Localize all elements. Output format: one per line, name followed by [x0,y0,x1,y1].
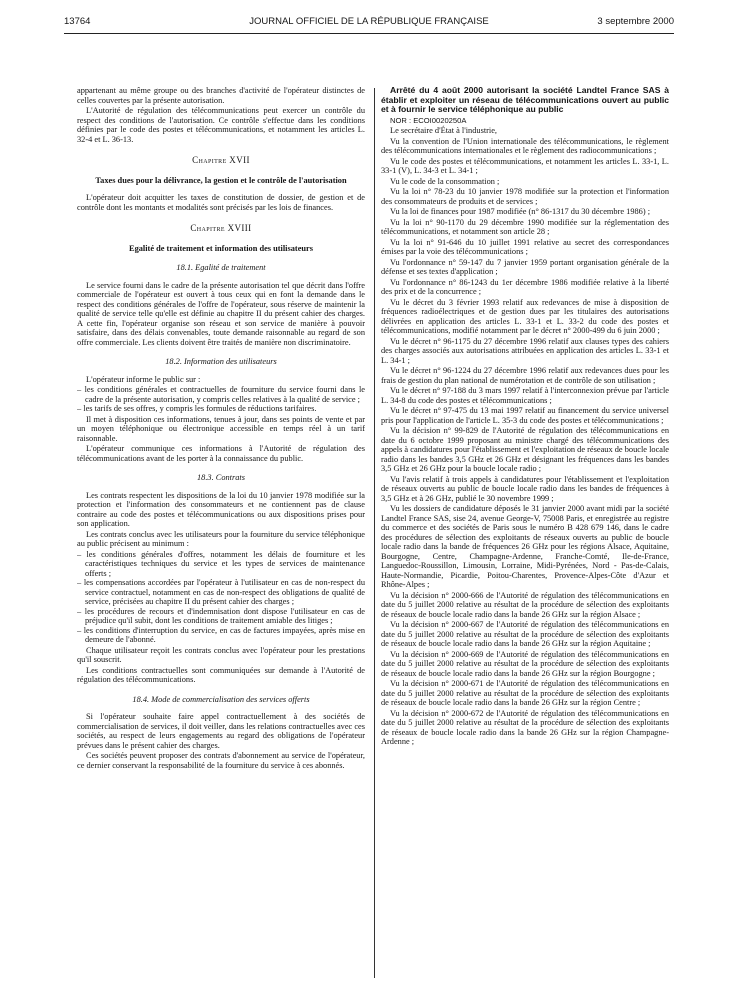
paragraph: Vu l'ordonnance n° 86-1243 du 1er décembre 1986 modifiée relative à la liberté des prix et de la concurrence ; [381,277,669,297]
paragraph: L'opérateur doit acquitter les taxes de constitution de dossier, de gestion et de contrôle dont les montants et modalités sont précisés par les lois de finances. [77,193,365,212]
journal-title: JOURNAL OFFICIEL DE LA RÉPUBLIQUE FRANÇAISE [249,16,489,27]
paragraph: Vu l'ordonnance n° 59-147 du 7 janvier 1959 portant organisation générale de la défense et ses textes d'application ; [381,257,669,277]
header-rule [64,33,674,34]
section-heading: 18.3. Contrats [197,473,245,482]
paragraph: Si l'opérateur souhaite faire appel contractuellement à des sociétés de commercialisation de services, il doit veiller, dans les relations contractuelles avec ces sociétés, au respect de leurs engagements au regard des obligations de l'opérateur prévues dans le présent cahier des charges. [77,712,365,750]
paragraph: L'Autorité de régulation des télécommunications peut exercer un contrôle du respect des conditions de l'autorisation. Ce contrôle s'effectue dans les conditions définies par le code des postes et télécommunications, et notamment les articles L. 32-4 et L. 36-13. [77,106,365,144]
paragraph: Vu le code de la consommation ; [390,176,500,186]
paragraph: L'opérateur informe le public sur : [86,374,201,384]
decree-body [381,126,669,747]
paragraph: Le secrétaire d'État à l'industrie, [390,126,498,136]
paragraph: Vu les dossiers de candidature déposés le 31 janvier 2000 avant midi par la société Landtel France SAS, sise 24, avenue George-V, 75008 Paris, et enregistrée au registre du commerce et des sociétés de Paris sous le numéro B 428 679 146, dans le cadre des procédures de sélection des exploitants de réseaux ouverts au public de boucle locale radio dans la bande de fréquences 26 GHz pour les régions Alsace, Aquitaine, Bourgogne, Centre, Champagne-Ardenne, Franche-Comté, Ile-de-France, Languedoc-Roussillon, Limousin, Lorraine, Midi-Pyrénées, Nord - Pas-de-Calais, Haute-Normandie, Picardie, Poitou-Charentes, Provence-Alpes-Côte d'Azur et Rhône-Alpes ; [381,504,669,590]
paragraph: Vu l'avis relatif à trois appels à candidatures pour l'établissement et l'exploitation de réseaux ouverts au public de boucle locale radio dans les bandes de fréquences à 3,5 GHz et à 26 GHz, publié le 30 novembre 1999 ; [381,474,669,503]
section-heading: 18.1. Egalité de traitement [176,263,266,272]
paragraph: Les contrats conclus avec les utilisateurs pour la fourniture du service téléphonique au public précisent au minimum : [77,529,365,548]
paragraph: Vu la loi n° 90-1170 du 29 décembre 1990 modifiée sur la réglementation des télécommunications, et notamment son article 28 ; [381,217,669,237]
list-item: – les conditions générales d'offres, notamment les délais de fourniture et les caractéristiques techniques du service et les types de services de maintenance offerts ; [77,550,365,579]
paragraph: appartenant au même groupe ou des branches d'activité de l'opérateur distinctes de celles couvertes par la présente autorisation. [77,86,365,105]
paragraph: Vu la décision n° 99-829 de l'Autorité de régulation des télécommunications en date du 6 octobre 1999 proposant au ministre chargé des télécommunications des appels à candidatures pour l'établissement et l'exploitation de réseaux de boucle locale radio dans les bandes 3,5 GHz et 26 GHz et désignant les fréquences dans les bandes 3,5 GHz et 26 GHz pour la boucle locale radio ; [381,426,669,474]
column-divider [374,88,375,978]
paragraph: Vu la décision n° 2000-667 de l'Autorité de régulation des télécommunications en date du 5 juillet 2000 relative au résultat de la procédure de sélection des exploitants de réseaux de boucle locale radio dans la bande 26 GHz sur la région Aquitaine ; [381,620,669,649]
nor-reference: NOR : ECOI0020250A [390,115,467,125]
paragraph: L'opérateur communique ces informations à l'Autorité de régulation des télécommunications avant de les porter à la connaissance du public. [77,444,365,463]
paragraph: Vu la loi n° 78-23 du 10 janvier 1978 modifiée sur la protection et l'information des consommateurs de produits et de services ; [381,187,669,206]
issue-date: 3 septembre 2000 [597,16,674,27]
paragraph: Vu la décision n° 2000-671 de l'Autorité de régulation des télécommunications en date du 5 juillet 2000 relative au résultat de la procédure de sélection des exploitants de réseaux de boucle locale radio dans la bande 26 GHz sur la région Centre ; [381,679,669,708]
chapter-heading: Chapitre XVII [192,155,250,165]
paragraph: Vu le décret n° 97-475 du 13 mai 1997 relatif au financement du service universel pris pour l'application de l'article L. 35-3 du code des postes et télécommunications ; [381,406,669,425]
paragraph: Vu le code des postes et télécommunications, et notamment les articles L. 33-1, L. 33-1 (V), L. 34-3 et L. 34-1 ; [381,156,669,176]
bullet-list [77,385,365,414]
page-number: 13764 [64,16,91,27]
paragraph: Vu la loi de finances pour 1987 modifiée (n° 86-1317 du 30 décembre 1986) ; [390,207,651,217]
paragraph: Vu la loi n° 91-646 du 10 juillet 1991 relative au secret des correspondances émises par la voie des télécommunications ; [381,237,669,257]
list-item: – les conditions générales et contractuelles de fourniture du service fourni dans le cadre de la présente autorisation, y compris celles relatives à la qualité de service ; [77,385,365,404]
paragraph: Vu la décision n° 2000-672 de l'Autorité de régulation des télécommunications en date du 5 juillet 2000 relative au résultat de la procédure de sélection des exploitants de réseaux de boucle locale radio dans la bande 26 GHz sur la région Champagne-Ardenne ; [381,708,669,747]
list-item: – les compensations accordées par l'opérateur à l'utilisateur en cas de non-respect du service contractuel, notamment en cas de non-respect des obligations de qualité de service, précisées au chapitre II du présent cahier des charges ; [77,578,365,607]
page-header [64,16,674,30]
chapter-heading: Chapitre XVIII [190,223,252,233]
list-item: – les conditions d'interruption du service, en cas de factures impayées, après mise en demeure de l'abonné. [77,626,365,645]
right-column [381,86,669,984]
chapter-title: Egalité de traitement et information des utilisateurs [129,243,313,253]
paragraph: Vu la décision n° 2000-669 de l'Autorité de régulation des télécommunications en date du 5 juillet 2000 relative au résultat de la procédure de sélection des exploitants de réseaux de boucle locale radio dans la bande 26 GHz sur la région Bourgogne ; [381,649,669,678]
chapter-title: Taxes dues pour la délivrance, la gestion et le contrôle de l'autorisation [95,175,347,185]
left-column [77,86,365,984]
paragraph: Il met à disposition ces informations, tenues à jour, dans ses points de vente et par un moyen téléphonique ou électronique accessible en temps réel à un tarif raisonnable. [77,414,365,443]
paragraph: Vu la décision n° 2000-666 de l'Autorité de régulation des télécommunications en date du 5 juillet 2000 relative au résultat de la procédure de sélection des exploitants de réseaux de boucle locale radio dans la bande 26 GHz sur la région Alsace ; [381,590,669,619]
paragraph: Le service fourni dans le cadre de la présente autorisation tel que décrit dans l'offre commerciale de l'opérateur est ouvert à tous ceux qui en font la demande dans le respect des conditions générales de l'offre de l'opérateur, sous réserve de maintenir la qualité de service telle qu'elle est définie au chapitre II du présent cahier des charges. A cette fin, l'opérateur organise son réseau et son service de manière à pouvoir satisfaire, dans des délais convenables, toute demande raisonnable au regard de son offre commerciale. Les clients doivent être traités de manière non discriminatoire. [77,280,365,347]
paragraph: Vu le décret n° 97-188 du 3 mars 1997 relatif à l'interconnexion prévue par l'article L. 34-8 du code des postes et télécommunications ; [381,386,669,405]
paragraph: Vu le décret n° 96-1175 du 27 décembre 1996 relatif aux clauses types des cahiers des charges associés aux autorisations attribuées en application des articles L. 33-1 et L. 34-1 ; [381,336,669,365]
list-item: – les tarifs de ses offres, y compris les formules de réductions tarifaires. [77,404,365,414]
paragraph: Vu le décret n° 96-1224 du 27 décembre 1996 relatif aux redevances dues pour les frais de gestion du plan national de numérotation et de contrôle de son utilisation ; [381,366,669,385]
section-heading: 18.2. Information des utilisateurs [165,357,277,366]
paragraph: Ces sociétés peuvent proposer des contrats d'abonnement au service de l'opérateur, ce dernier conservant la responsabilité de la fourniture du service à ces abonnés. [77,751,365,770]
decree-title: Arrêté du 4 août 2000 autorisant la société Landtel France SAS à établir et exploiter un réseau de télécommunications ouvert au public et à fournir le service téléphonique au public [381,86,669,115]
paragraph: Chaque utilisateur reçoit les contrats conclus avec l'opérateur pour les prestations qu'il souscrit. [77,645,365,664]
list-item: – les procédures de recours et d'indemnisation dont dispose l'utilisateur en cas de préjudice qu'il subit, dont les conditions de traitement amiable des litiges ; [77,607,365,626]
paragraph: Vu le décret du 3 février 1993 relatif aux redevances de mise à disposition de fréquences radioélectriques et de gestion dues par les titulaires des autorisations délivrées en application des articles L. 33-1 et L. 33-2 du code des postes et télécommunications, modifié notamment par le décret n° 2000-499 du 6 juin 2000 ; [381,297,669,336]
paragraph: Les contrats respectent les dispositions de la loi du 10 janvier 1978 modifiée sur la protection et l'information des consommateurs et ne contiennent pas de clause contraire au code des postes et télécommunications ou aux dispositions prises pour son application. [77,490,365,528]
bullet-list [77,550,365,645]
paragraph: Vu la convention de l'Union internationale des télécommunications, le règlement des télécommunications internationales et le règlement des radiocommunications ; [381,136,669,156]
paragraph: Les conditions contractuelles sont communiquées sur demande à l'Autorité de régulation des télécommunications. [77,665,365,684]
section-heading: 18.4. Mode de commercialisation des services offerts [132,694,310,704]
